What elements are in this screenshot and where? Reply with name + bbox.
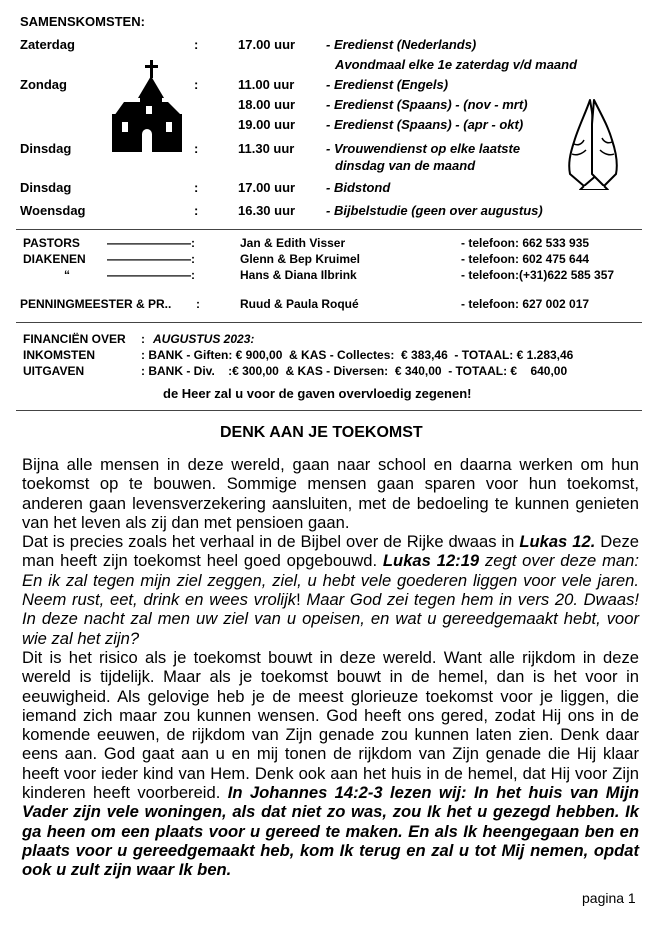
article-text: Deze man heeft zijn toekomst heel goed opgebouwd.: [22, 532, 640, 571]
income-text: : BANK - Giften: € 900,00 & KAS - Collectes: € 383,46 - TOTAAL: € 1.283,46: [141, 348, 574, 362]
bible-quote: zegt over deze man: En ik zal tegen mijn ziel zeggen, ziel, u hebt vele goederen liggen voor vele jaren. Neem rust, eet, drink en wees vrolijk: [22, 551, 639, 610]
service-day: Zondag: [20, 77, 67, 92]
contact-phone: - telefoon: 627 002 017: [461, 297, 590, 311]
service-desc: - Eredienst (Engels): [326, 77, 449, 92]
article-body: [22, 455, 639, 880]
service-desc: dinsdag van de maand: [335, 158, 476, 173]
income-label: INKOMSTEN: [23, 348, 95, 362]
bible-quote: Maar God zei tegen hem in vers 20. Dwaas! In deze nacht zal men uw ziel van u opeisen, en wat u gereedgemaakt hebt, voor wie zal het zijn?: [22, 590, 639, 648]
contact-names: Jan & Edith Visser: [240, 236, 346, 250]
contact-phone: - telefoon: 602 475 644: [461, 252, 590, 266]
service-day: Zaterdag: [20, 37, 75, 52]
service-desc: - Bijbelstudie (geen over augustus): [326, 203, 543, 218]
service-time: 19.00 uur: [238, 117, 296, 132]
article-text: Dit is het risico als je toekomst bouwt in deze wereld. Want alle rijkdom in deze wereld is tijdelijk. Maar als je toekomst bouwt in de hemel, dan is het voor in eeuwigheid. Als gelovige heb je de meest glorieuze toekomst voor je liggen, die iemand zich maar zou kunnen wensen. God heeft ons gered, zodat Hij ons in de komende eeuwen, de rijkdom van Zijn genade zou kunnen laten zien. Denk daar eens aan. God gaat aan u en mij tonen de rijkdom van Zijn genade die Hij klaar heeft voor ieder kind van Hem. Denk ook aan het huis in de hemel, dat Hij voor Zijn kinderen heeft voorbereid.: [22, 647, 639, 803]
divider: [16, 410, 642, 411]
bible-reference: Lukas 12.: [519, 532, 596, 552]
divider: [16, 229, 642, 230]
service-day: Woensdag: [20, 203, 86, 218]
contact-role: DIAKENEN: [23, 252, 86, 266]
service-time: 18.00 uur: [238, 97, 296, 112]
service-desc: - Eredienst (Spaans) - (apr - okt): [326, 117, 524, 132]
service-day: Dinsdag: [20, 180, 72, 195]
contact-names: Hans & Diana Ilbrink: [240, 268, 357, 282]
church-icon: [108, 58, 186, 154]
service-time: 17.00 uur: [238, 180, 296, 195]
article-text: Dat is precies zoals het verhaal in de Bijbel over de Rijke dwaas in: [22, 532, 520, 552]
service-day: Dinsdag: [20, 141, 72, 156]
contact-dash: ———————:: [107, 236, 195, 250]
contact-names: Ruud & Paula Roqué: [240, 297, 359, 311]
expense-label: UITGAVEN: [23, 364, 85, 378]
service-desc: - Bidstond: [326, 180, 391, 195]
bible-quote: In Johannes 14:2-3 lezen wij: In het huis van Mijn Vader zijn vele woningen, als dat niet zo was, zou Ik het u gezegd hebben. Ik ga heen om een plaats voor u gereed te maken. En als Ik heengegaan ben en plaats voor u gereedgemaakt heb, kom Ik terug en zal u tot Mij nemen, opdat ook u zult zijn waar Ik ben.: [22, 783, 639, 880]
service-colon: :: [194, 180, 199, 195]
service-time: 11.30 uur: [238, 141, 295, 156]
service-colon: :: [194, 203, 199, 218]
finances-colon: :: [141, 332, 145, 346]
service-desc: - Eredienst (Spaans) - (nov - mrt): [326, 97, 528, 112]
divider: [16, 322, 642, 323]
contact-role: PASTORS: [23, 236, 80, 250]
contact-role: “: [64, 268, 70, 282]
finances-period: AUGUSTUS 2023:: [153, 332, 255, 346]
contact-role: PENNINGMEESTER & PR..: [20, 297, 172, 311]
contact-names: Glenn & Bep Kruimel: [240, 252, 361, 266]
service-colon: :: [194, 37, 199, 52]
contact-dash: :: [196, 297, 200, 311]
service-time: 16.30 uur: [238, 203, 296, 218]
expense-text: : BANK - Div. :€ 300,00 & KAS - Diversen: € 340,00 - TOTAAL: € 640,00: [141, 364, 568, 378]
service-time: 11.00 uur: [238, 77, 295, 92]
article-paragraph: Bijna alle mensen in deze wereld, gaan naar school en daarna werken om hun toekomst op te bouwen. Sommige mensen gaan sparen voor hun toekomst, anderen gaan levensverzekering aansluiten, met de bedoeling te kunnen genieten van het leven als zij dan met pensioen gaan.: [22, 455, 639, 532]
contact-phone: - telefoon:(+31)622 585 357: [461, 268, 615, 282]
article-paragraph: [22, 532, 639, 648]
service-time: 17.00 uur: [238, 37, 296, 52]
service-colon: :: [194, 77, 199, 92]
article-paragraph: [22, 648, 639, 880]
service-desc: - Eredienst (Nederlands): [326, 37, 477, 52]
contact-phone: - telefoon: 662 533 935: [461, 236, 590, 250]
contact-dash: ———————:: [107, 268, 195, 282]
bible-reference: Lukas 12:19: [382, 551, 480, 571]
service-desc: - Vrouwendienst op elke laatste: [326, 141, 521, 156]
finances-label: FINANCIËN OVER: [23, 332, 126, 346]
service-desc: Avondmaal elke 1e zaterdag v/d maand: [335, 57, 578, 72]
services-heading: SAMENSKOMSTEN:: [20, 14, 145, 29]
article-title: DENK AAN JE TOEKOMST: [220, 424, 423, 441]
service-colon: :: [194, 141, 199, 156]
article-text: !: [296, 590, 307, 610]
contact-dash: ———————:: [107, 252, 195, 266]
blessing-text: de Heer zal u voor de gaven overvloedig zegenen!: [163, 386, 472, 401]
page-number: pagina 1: [582, 890, 636, 906]
praying-hands-icon: [560, 94, 628, 190]
